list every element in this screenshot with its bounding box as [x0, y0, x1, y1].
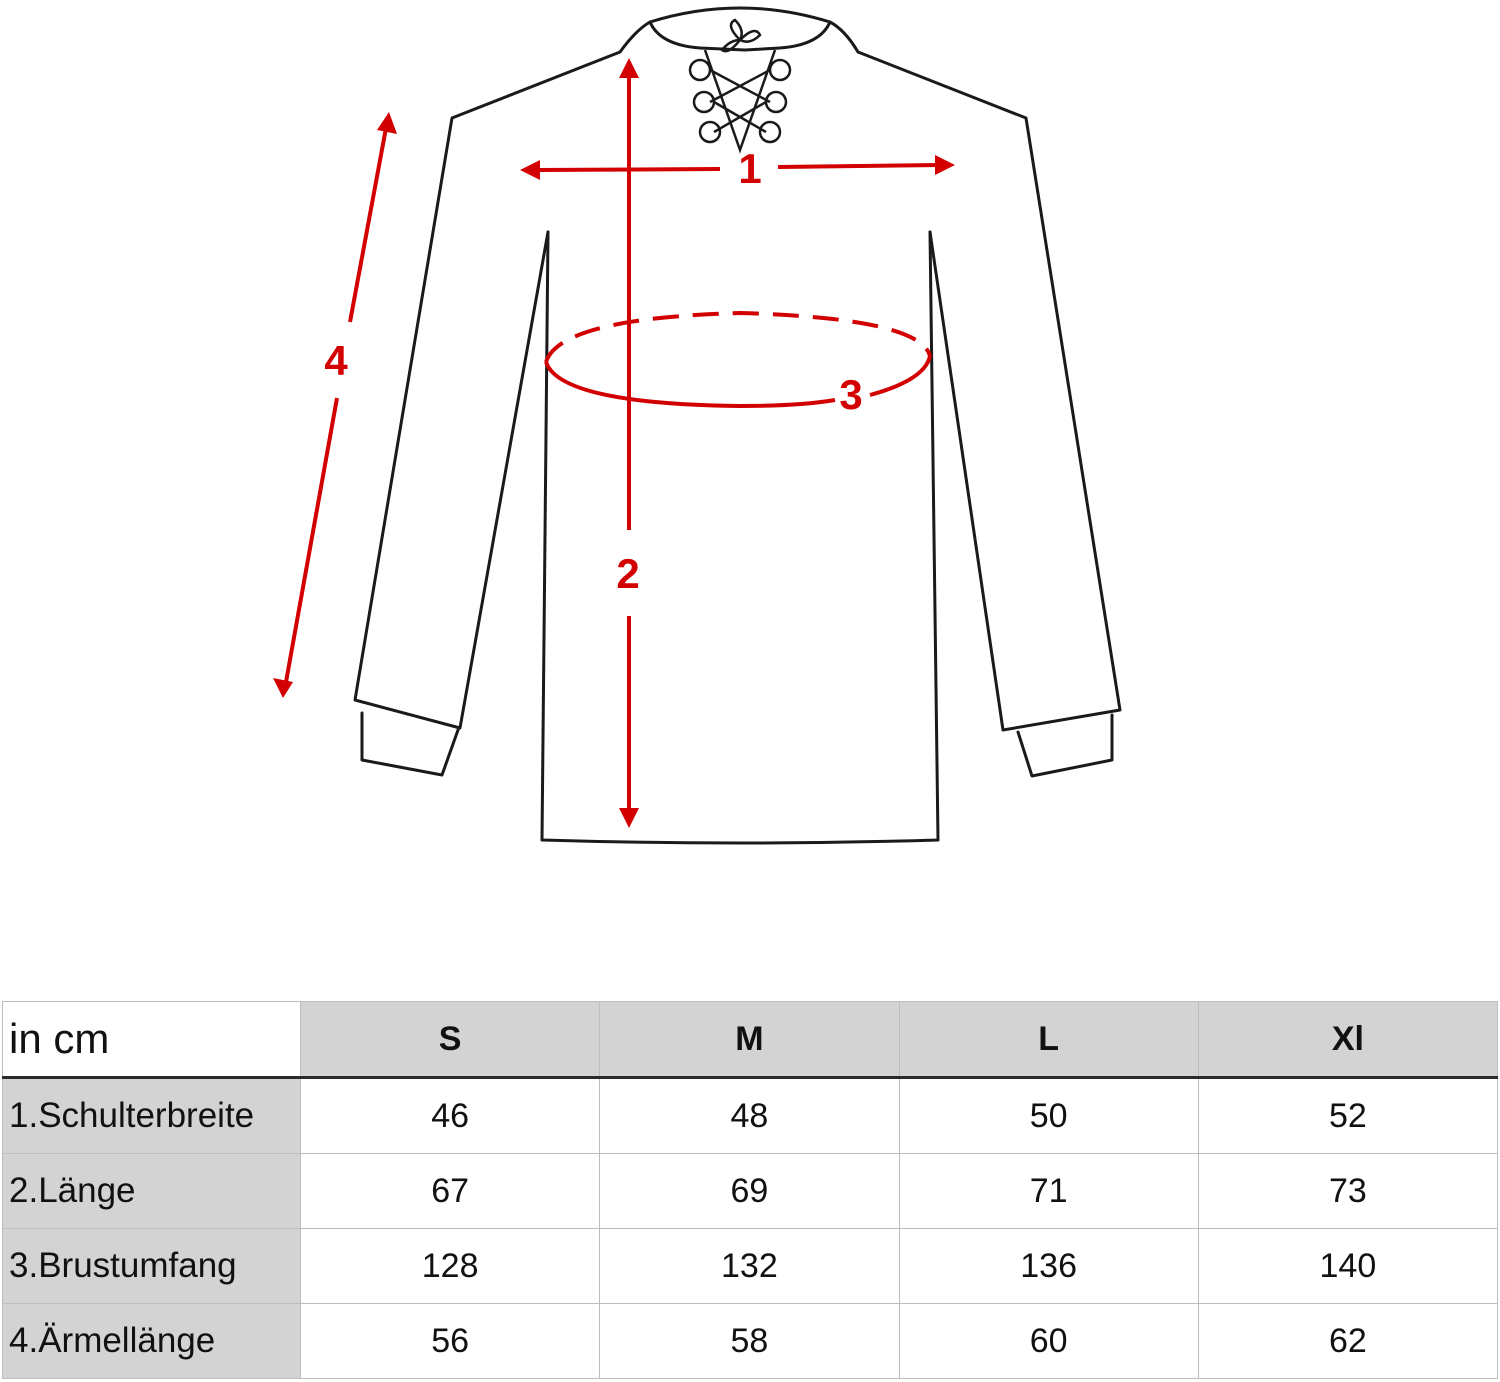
- table-cell: 48: [600, 1078, 899, 1154]
- table-cell: 58: [600, 1304, 899, 1379]
- size-header-xl: Xl: [1198, 1002, 1497, 1078]
- lacing-detail: [690, 20, 790, 150]
- unit-label: in cm: [3, 1002, 301, 1078]
- size-header-m: M: [600, 1002, 899, 1078]
- table-cell: 140: [1198, 1229, 1497, 1304]
- table-cell: 128: [301, 1229, 600, 1304]
- long-sleeve-shirt-icon: [355, 8, 1120, 843]
- table-cell: 71: [899, 1154, 1198, 1229]
- measurement-label-3: 3: [839, 371, 863, 418]
- measurement-2-length: [616, 58, 639, 828]
- measurement-label-4: 4: [324, 337, 348, 384]
- measurement-4-sleeve: [273, 112, 397, 698]
- measurement-label-2: 2: [616, 550, 640, 597]
- table-cell: 60: [899, 1304, 1198, 1379]
- row-label: 1.Schulterbreite: [3, 1078, 301, 1154]
- row-label: 2.Länge: [3, 1154, 301, 1229]
- table-row: [3, 1304, 1498, 1379]
- table-cell: 50: [899, 1078, 1198, 1154]
- table-cell: 56: [301, 1304, 600, 1379]
- measurement-3-chest: [546, 313, 930, 418]
- table-cell: 132: [600, 1229, 899, 1304]
- row-label: 3.Brustumfang: [3, 1229, 301, 1304]
- table-cell: 52: [1198, 1078, 1497, 1154]
- size-header-s: S: [301, 1002, 600, 1078]
- measurement-1-shoulder: [520, 145, 955, 192]
- size-chart-table: [2, 1001, 1498, 1379]
- table-row: [3, 1078, 1498, 1154]
- table-row: [3, 1229, 1498, 1304]
- table-cell: 73: [1198, 1154, 1497, 1229]
- table-cell: 62: [1198, 1304, 1497, 1379]
- table-cell: 46: [301, 1078, 600, 1154]
- table-cell: 136: [899, 1229, 1198, 1304]
- size-header-row: [3, 1002, 1498, 1078]
- table-cell: 69: [600, 1154, 899, 1229]
- table-cell: 67: [301, 1154, 600, 1229]
- table-row: [3, 1154, 1498, 1229]
- row-label: 4.Ärmellänge: [3, 1304, 301, 1379]
- measurement-label-1: 1: [738, 145, 762, 192]
- size-header-l: L: [899, 1002, 1198, 1078]
